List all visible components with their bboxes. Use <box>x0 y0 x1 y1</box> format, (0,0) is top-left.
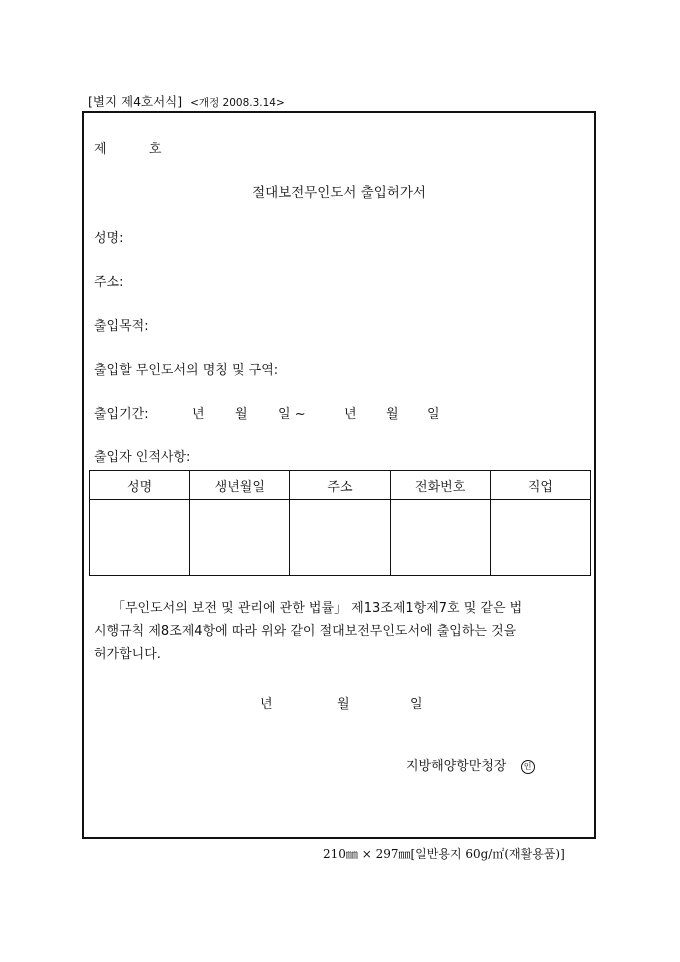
date-year: 년 <box>260 697 273 712</box>
document-number <box>94 138 161 157</box>
persons-table <box>89 470 591 576</box>
cell-phone <box>390 500 490 576</box>
revision-note: <개정 2008.3.14> <box>190 97 285 109</box>
field-persons-label: 출입자 인적사항: <box>94 450 191 465</box>
signer-title: 지방해양항만청장 <box>406 759 507 774</box>
statement-line-1: 「무인도서의 보전 및 관리에 관한 법률」 제13조제1항제7호 및 같은 법 <box>112 601 523 616</box>
column-header-birthdate: 생년월일 <box>190 471 290 500</box>
page-title: 절대보전무인도서 출입허가서 <box>252 185 426 201</box>
column-header-address: 주소 <box>290 471 390 500</box>
period-month-end: 월 <box>386 407 399 422</box>
period-day-end: 일 <box>427 407 440 422</box>
date-day: 일 <box>410 697 423 712</box>
statement-line-3: 허가합니다. <box>94 647 161 662</box>
column-header-name: 성명 <box>90 471 190 500</box>
field-address: 주소: <box>94 275 124 290</box>
form-frame <box>82 111 596 839</box>
cell-name <box>90 500 190 576</box>
period-day-start: 일 ~ <box>278 407 306 422</box>
permit-statement <box>94 597 588 666</box>
form-header <box>88 92 285 110</box>
cell-birthdate <box>190 500 290 576</box>
column-header-phone: 전화번호 <box>390 471 490 500</box>
statement-line-2: 시행규칙 제8조제4항에 따라 위와 같이 절대보전무인도서에 출입하는 것을 <box>94 624 517 639</box>
date-month: 월 <box>337 697 350 712</box>
seal-mark: 인 <box>521 760 535 774</box>
number-prefix: 제 <box>94 142 107 157</box>
field-island-area: 출입할 무인도서의 명칭 및 구역: <box>94 363 279 378</box>
period-year-end: 년 <box>344 407 357 422</box>
cell-address <box>290 500 390 576</box>
signer <box>406 755 535 774</box>
paper-spec: 210㎜ × 297㎜[일반용지 60g/㎡(재활용품)] <box>323 847 565 861</box>
number-suffix: 호 <box>148 142 162 157</box>
cell-occupation <box>490 500 590 576</box>
field-purpose: 출입목적: <box>94 319 149 334</box>
column-header-occupation: 직업 <box>490 471 590 500</box>
field-name: 성명: <box>94 231 124 246</box>
table-header-row <box>90 471 591 500</box>
period-month-start: 월 <box>235 407 248 422</box>
table-row <box>90 500 591 576</box>
period-year-start: 년 <box>192 407 205 422</box>
form-number-label: [별지 제4호서식] <box>88 94 183 109</box>
field-period-label: 출입기간: <box>94 407 149 422</box>
